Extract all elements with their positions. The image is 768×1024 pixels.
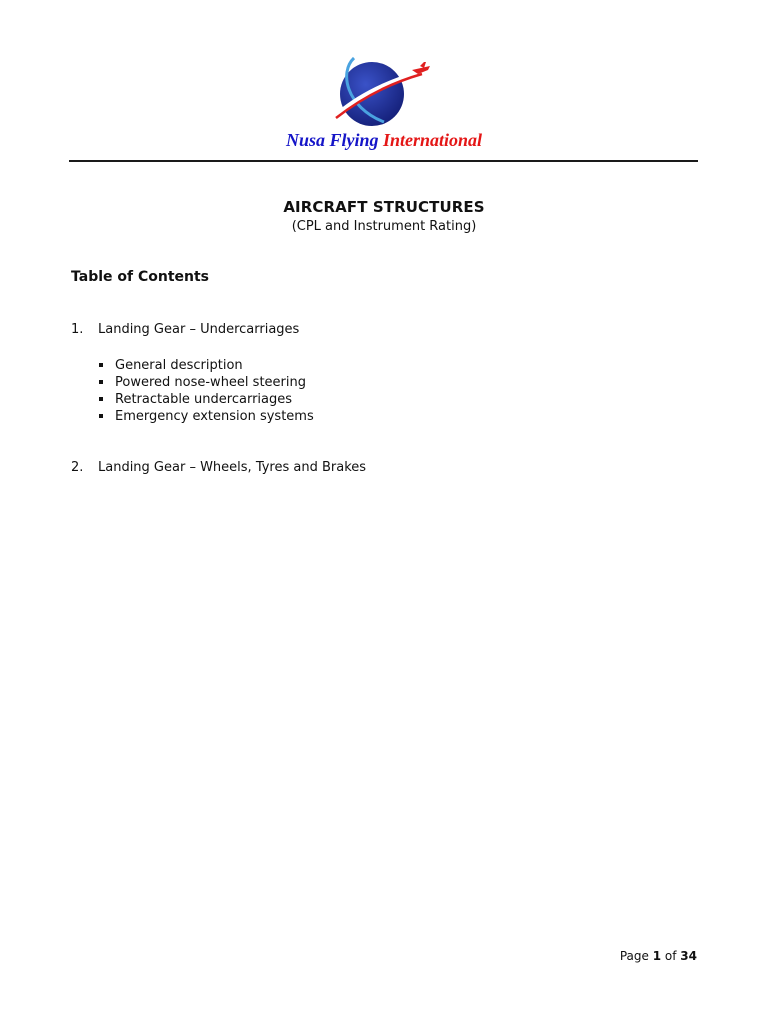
brand-name — [0, 130, 768, 151]
toc-list-item: Powered nose-wheel steering — [99, 374, 314, 391]
bullet-icon — [99, 414, 103, 418]
toc-list-item: Emergency extension systems — [99, 408, 314, 425]
toc-list-item: General description — [99, 357, 314, 374]
page-number-footer: Page 1 of 34 — [619, 949, 697, 963]
document-title: AIRCRAFT STRUCTURES — [283, 198, 485, 216]
toc-section-title: Landing Gear – Undercarriages — [98, 322, 300, 337]
toc-list-item: Retractable undercarriages — [99, 391, 314, 408]
brand-name-part2: International — [382, 130, 483, 150]
toc-section-number: 2. — [71, 460, 84, 475]
toc-section-number: 1. — [71, 322, 84, 337]
company-logo — [334, 52, 434, 126]
toc-section-1 — [71, 322, 299, 337]
brand-name-part1: Nusa Flying — [285, 130, 379, 150]
bullet-icon — [99, 380, 103, 384]
toc-heading: Table of Contents — [71, 269, 210, 285]
total-pages: 34 — [680, 949, 697, 963]
toc-section-1-items — [99, 357, 314, 425]
bullet-icon — [99, 397, 103, 401]
header-divider — [69, 160, 698, 162]
current-page-number: 1 — [652, 949, 662, 963]
document-subtitle: (CPL and Instrument Rating) — [291, 219, 477, 234]
toc-section-title: Landing Gear – Wheels, Tyres and Brakes — [98, 460, 367, 475]
bullet-icon — [99, 363, 103, 367]
toc-section-2 — [71, 460, 366, 475]
